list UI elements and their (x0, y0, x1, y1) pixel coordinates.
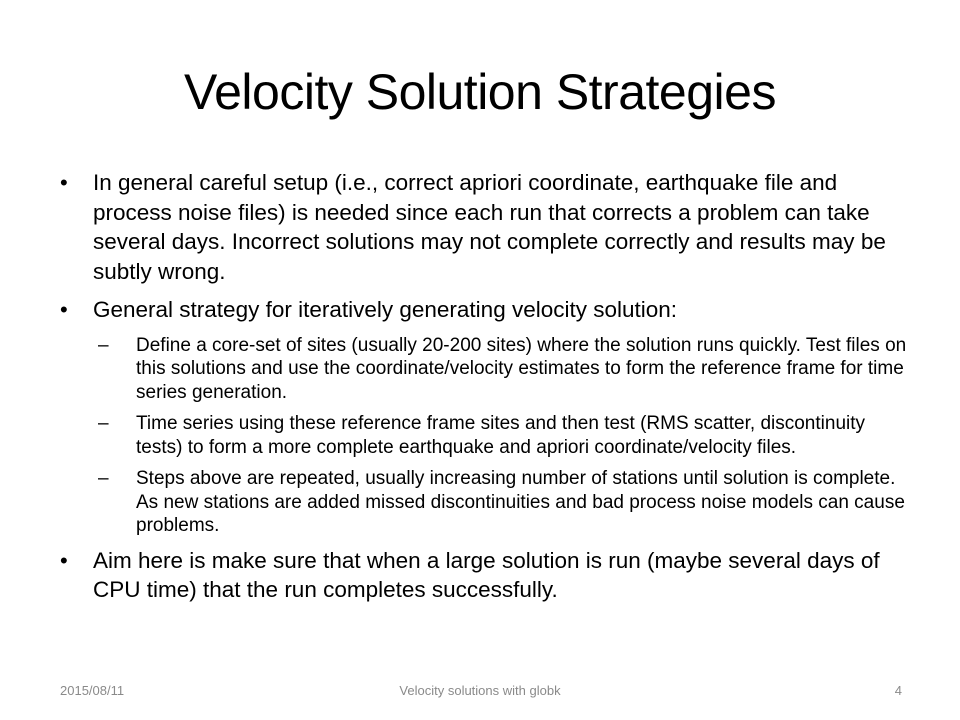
slide-body (60, 168, 910, 614)
sub-bullet-text: Define a core-set of sites (usually 20-200 sites) where the solution runs quickly. Test files on this solutions and use the coordinate/velocity estimates to form the reference frame for time series generation. (136, 334, 907, 403)
footer-title: Velocity solutions with globk (399, 683, 561, 698)
bullet-item (60, 168, 910, 286)
dash-icon: – (98, 334, 109, 356)
page-number: 4 (894, 683, 902, 698)
bullet-text: General strategy for iteratively generating velocity solution: (93, 297, 678, 322)
dash-icon: – (98, 468, 109, 489)
dash-icon: – (98, 413, 109, 434)
sub-bullet-list (60, 334, 910, 538)
slide-title: Velocity Solution Strategies (184, 64, 776, 120)
bullet-text: Aim here is make sure that when a large solution is run (maybe several days of CPU time) that the run completes successfully. (93, 547, 880, 602)
bullet-icon: • (60, 547, 68, 573)
sub-bullet-item (60, 467, 910, 538)
bullet-item (60, 295, 910, 325)
footer-date: 2015/08/11 (60, 683, 125, 698)
bullet-text: In general careful setup (i.e., correct apriori coordinate, earthquake file and process noise files) is needed since each run that corrects a problem can take several days. Incorrect solutions may not complete correctly and results may be subtly wrong. (93, 170, 886, 284)
sub-bullet-item (60, 334, 910, 405)
sub-bullet-item (60, 412, 910, 459)
bullet-item (60, 546, 910, 605)
bullet-icon: • (60, 297, 68, 322)
sub-bullet-text: Steps above are repeated, usually increasing number of stations until solution is complete. As new stations are added missed discontinuities and bad process noise models can cause problems. (136, 468, 905, 536)
bullet-icon: • (60, 170, 68, 195)
sub-bullet-text: Time series using these reference frame sites and then test (RMS scatter, discontinuity tests) to form a more complete earthquake and apriori coordinate/velocity files. (136, 413, 866, 458)
